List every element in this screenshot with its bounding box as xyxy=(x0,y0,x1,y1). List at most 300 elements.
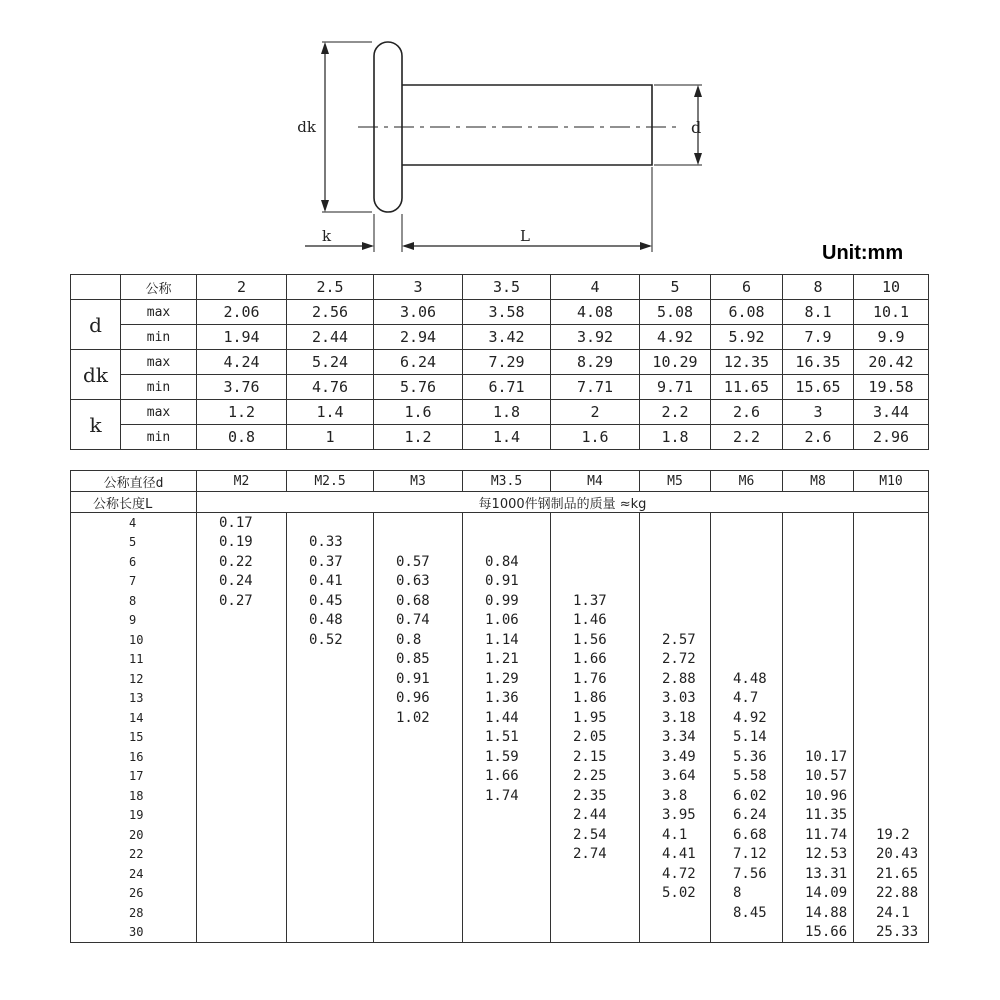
nominal-size-cell: 4 xyxy=(551,275,640,300)
mass-value-cell: 1.56 xyxy=(551,630,640,650)
dims-row-label: min xyxy=(121,325,197,350)
dims-value-cell: 8.29 xyxy=(551,350,640,375)
mass-value-cell xyxy=(197,923,287,943)
mass-value-cell xyxy=(287,806,374,826)
dims-value-cell: 11.65 xyxy=(711,375,783,400)
mass-value-cell xyxy=(551,903,640,923)
dk-label: dk xyxy=(297,118,316,136)
nominal-size-cell: 2.5 xyxy=(287,275,374,300)
mass-value-cell: 24.1 xyxy=(854,903,929,923)
mass-value-cell: 0.33 xyxy=(287,533,374,553)
dims-value-cell: 2 xyxy=(551,400,640,425)
mass-value-cell xyxy=(551,513,640,533)
mass-row xyxy=(71,747,929,767)
nominal-size-cell: 8 xyxy=(783,275,854,300)
mass-row xyxy=(71,689,929,709)
thread-size-cell: M8 xyxy=(783,471,854,492)
mass-value-cell xyxy=(854,728,929,748)
length-cell: 10 xyxy=(71,630,197,650)
length-cell: 28 xyxy=(71,903,197,923)
dims-value-cell: 2.6 xyxy=(783,425,854,450)
dims-row xyxy=(71,325,929,350)
nominal-size-cell: 2 xyxy=(197,275,287,300)
mass-value-cell xyxy=(783,689,854,709)
dims-value-cell: 5.08 xyxy=(640,300,711,325)
length-cell: 30 xyxy=(71,923,197,943)
mass-value-cell: 0.17 xyxy=(197,513,287,533)
mass-value-cell xyxy=(711,630,783,650)
mass-value-cell xyxy=(854,650,929,670)
mass-value-cell xyxy=(551,572,640,592)
mass-value-cell: 2.25 xyxy=(551,767,640,787)
unit-label: Unit:mm xyxy=(822,242,904,264)
dims-value-cell: 7.9 xyxy=(783,325,854,350)
mass-value-cell: 3.8 xyxy=(640,786,711,806)
dims-value-cell: 6.08 xyxy=(711,300,783,325)
length-cell: 16 xyxy=(71,747,197,767)
mass-value-cell xyxy=(197,611,287,631)
length-cell: 14 xyxy=(71,708,197,728)
mass-value-cell: 0.74 xyxy=(374,611,463,631)
dims-value-cell: 6.24 xyxy=(374,350,463,375)
length-cell: 20 xyxy=(71,825,197,845)
mass-value-cell: 7.12 xyxy=(711,845,783,865)
mass-value-cell: 3.03 xyxy=(640,689,711,709)
dims-row-label: max xyxy=(121,300,197,325)
mass-value-cell: 2.88 xyxy=(640,669,711,689)
dims-value-cell: 2.94 xyxy=(374,325,463,350)
mass-value-cell xyxy=(197,903,287,923)
dims-value-cell: 3 xyxy=(783,400,854,425)
mass-value-cell xyxy=(374,845,463,865)
thread-size-cell: M3 xyxy=(374,471,463,492)
dims-value-cell: 1.4 xyxy=(463,425,551,450)
mass-value-cell: 1.36 xyxy=(463,689,551,709)
dims-value-cell: 2.2 xyxy=(640,400,711,425)
thread-size-cell: M5 xyxy=(640,471,711,492)
mass-value-cell xyxy=(551,884,640,904)
mass-value-cell xyxy=(197,728,287,748)
mass-value-cell xyxy=(374,786,463,806)
mass-value-cell: 14.09 xyxy=(783,884,854,904)
mass-value-cell: 0.27 xyxy=(197,591,287,611)
mass-value-cell: 4.92 xyxy=(711,708,783,728)
nominal-size-cell: 3 xyxy=(374,275,463,300)
mass-value-cell xyxy=(711,923,783,943)
mass-value-cell xyxy=(197,825,287,845)
dims-value-cell: 19.58 xyxy=(854,375,929,400)
dims-value-cell: 4.24 xyxy=(197,350,287,375)
length-cell: 19 xyxy=(71,806,197,826)
mass-row xyxy=(71,845,929,865)
dims-value-cell: 8.1 xyxy=(783,300,854,325)
mass-value-cell xyxy=(287,767,374,787)
mass-value-cell: 3.95 xyxy=(640,806,711,826)
dims-value-cell: 1.2 xyxy=(374,425,463,450)
mass-value-cell: 21.65 xyxy=(854,864,929,884)
mass-value-cell xyxy=(854,669,929,689)
mass-value-cell xyxy=(854,552,929,572)
mass-value-cell: 1.02 xyxy=(374,708,463,728)
mass-value-cell xyxy=(463,806,551,826)
mass-value-cell xyxy=(463,903,551,923)
mass-value-cell xyxy=(197,786,287,806)
dims-header-row xyxy=(71,275,929,300)
mass-value-cell xyxy=(287,513,374,533)
mass-value-cell: 0.41 xyxy=(287,572,374,592)
mass-value-cell: 3.34 xyxy=(640,728,711,748)
mass-row xyxy=(71,923,929,943)
mass-row xyxy=(71,591,929,611)
mass-value-cell xyxy=(463,513,551,533)
mass-value-cell: 0.91 xyxy=(374,669,463,689)
mass-value-cell: 1.95 xyxy=(551,708,640,728)
mass-header-row xyxy=(71,471,929,492)
mass-value-cell xyxy=(197,864,287,884)
mass-value-cell xyxy=(197,767,287,787)
rivet-diagram xyxy=(0,0,1000,270)
mass-value-cell: 3.18 xyxy=(640,708,711,728)
mass-value-cell xyxy=(783,669,854,689)
mass-value-cell xyxy=(374,533,463,553)
length-header-row xyxy=(71,492,929,513)
dims-value-cell: 2.56 xyxy=(287,300,374,325)
mass-value-cell xyxy=(711,611,783,631)
dims-row-label: max xyxy=(121,400,197,425)
mass-row xyxy=(71,708,929,728)
mass-value-cell: 0.96 xyxy=(374,689,463,709)
dims-group-label: dk xyxy=(71,350,121,400)
mass-value-cell: 5.58 xyxy=(711,767,783,787)
dims-value-cell: 1.8 xyxy=(640,425,711,450)
mass-value-cell: 0.8 xyxy=(374,630,463,650)
mass-value-cell: 11.74 xyxy=(783,825,854,845)
mass-row xyxy=(71,533,929,553)
mass-value-cell xyxy=(197,884,287,904)
mass-value-cell: 0.91 xyxy=(463,572,551,592)
mass-value-cell: 10.96 xyxy=(783,786,854,806)
mass-value-cell: 10.17 xyxy=(783,747,854,767)
mass-value-cell xyxy=(551,923,640,943)
mass-value-cell: 6.68 xyxy=(711,825,783,845)
mass-value-cell xyxy=(854,767,929,787)
dims-value-cell: 16.35 xyxy=(783,350,854,375)
mass-value-cell: 14.88 xyxy=(783,903,854,923)
mass-value-cell xyxy=(783,650,854,670)
length-cell: 12 xyxy=(71,669,197,689)
length-cell: 9 xyxy=(71,611,197,631)
length-cell: 5 xyxy=(71,533,197,553)
mass-value-cell xyxy=(463,923,551,943)
length-cell: 4 xyxy=(71,513,197,533)
mass-value-cell: 4.7 xyxy=(711,689,783,709)
mass-value-cell xyxy=(287,903,374,923)
dims-value-cell: 20.42 xyxy=(854,350,929,375)
mass-value-cell xyxy=(551,864,640,884)
mass-value-cell: 7.56 xyxy=(711,864,783,884)
mass-value-cell: 0.37 xyxy=(287,552,374,572)
mass-value-cell xyxy=(287,786,374,806)
mass-value-cell: 0.57 xyxy=(374,552,463,572)
mass-value-cell xyxy=(854,513,929,533)
thread-size-cell: M2 xyxy=(197,471,287,492)
L-label: L xyxy=(520,227,530,245)
mass-value-cell: 6.02 xyxy=(711,786,783,806)
mass-value-cell: 3.64 xyxy=(640,767,711,787)
mass-value-cell: 8.45 xyxy=(711,903,783,923)
length-cell: 18 xyxy=(71,786,197,806)
mass-row xyxy=(71,728,929,748)
dims-value-cell: 1.2 xyxy=(197,400,287,425)
dims-value-cell: 3.92 xyxy=(551,325,640,350)
nominal-size-cell: 5 xyxy=(640,275,711,300)
mass-value-cell: 22.88 xyxy=(854,884,929,904)
mass-row xyxy=(71,767,929,787)
mass-value-cell xyxy=(711,572,783,592)
mass-value-cell: 0.99 xyxy=(463,591,551,611)
nominal-size-cell: 10 xyxy=(854,275,929,300)
mass-value-cell: 12.53 xyxy=(783,845,854,865)
dims-value-cell: 3.76 xyxy=(197,375,287,400)
dims-group-label: k xyxy=(71,400,121,450)
dims-value-cell: 1.6 xyxy=(551,425,640,450)
mass-row xyxy=(71,572,929,592)
mass-value-cell xyxy=(854,630,929,650)
thread-size-cell: M6 xyxy=(711,471,783,492)
rivet-shank xyxy=(402,85,652,165)
dims-value-cell: 1.94 xyxy=(197,325,287,350)
dims-row xyxy=(71,400,929,425)
mass-value-cell: 6.24 xyxy=(711,806,783,826)
dims-value-cell: 2.96 xyxy=(854,425,929,450)
mass-value-cell xyxy=(783,630,854,650)
mass-value-cell xyxy=(197,708,287,728)
mass-value-cell: 15.66 xyxy=(783,923,854,943)
mass-value-cell xyxy=(197,845,287,865)
mass-value-cell xyxy=(374,728,463,748)
mass-value-cell xyxy=(854,533,929,553)
mass-value-cell xyxy=(783,552,854,572)
mass-value-cell: 1.46 xyxy=(551,611,640,631)
mass-value-cell: 2.72 xyxy=(640,650,711,670)
mass-value-cell xyxy=(551,533,640,553)
mass-value-cell xyxy=(640,923,711,943)
mass-value-cell: 3.49 xyxy=(640,747,711,767)
length-cell: 11 xyxy=(71,650,197,670)
mass-row xyxy=(71,884,929,904)
mass-row xyxy=(71,786,929,806)
thread-size-cell: M3.5 xyxy=(463,471,551,492)
dimensions-table xyxy=(70,274,929,450)
mass-value-cell xyxy=(783,533,854,553)
mass-value-cell: 2.05 xyxy=(551,728,640,748)
mass-value-cell: 0.63 xyxy=(374,572,463,592)
dims-corner-cell xyxy=(71,275,121,300)
mass-row xyxy=(71,903,929,923)
mass-value-cell xyxy=(640,611,711,631)
dims-value-cell: 9.71 xyxy=(640,375,711,400)
length-cell: 15 xyxy=(71,728,197,748)
dims-row-label: min xyxy=(121,375,197,400)
mass-value-cell: 20.43 xyxy=(854,845,929,865)
length-cell: 17 xyxy=(71,767,197,787)
mass-value-cell: 10.57 xyxy=(783,767,854,787)
mass-value-cell: 1.76 xyxy=(551,669,640,689)
mass-value-cell xyxy=(197,689,287,709)
mass-value-cell: 0.52 xyxy=(287,630,374,650)
mass-value-cell: 8 xyxy=(711,884,783,904)
mass-value-cell xyxy=(783,708,854,728)
mass-value-cell xyxy=(287,884,374,904)
dims-value-cell: 5.76 xyxy=(374,375,463,400)
mass-value-cell xyxy=(854,572,929,592)
mass-row xyxy=(71,864,929,884)
dims-value-cell: 7.71 xyxy=(551,375,640,400)
mass-value-cell: 1.29 xyxy=(463,669,551,689)
mass-value-cell xyxy=(463,864,551,884)
length-cell: 26 xyxy=(71,884,197,904)
mass-value-cell xyxy=(640,591,711,611)
mass-value-cell xyxy=(551,552,640,572)
length-cell: 13 xyxy=(71,689,197,709)
mass-value-cell xyxy=(711,513,783,533)
dims-value-cell: 1.4 xyxy=(287,400,374,425)
mass-value-cell: 2.15 xyxy=(551,747,640,767)
mass-value-cell: 0.24 xyxy=(197,572,287,592)
mass-value-cell xyxy=(711,552,783,572)
mass-value-cell: 1.59 xyxy=(463,747,551,767)
dims-value-cell: 7.29 xyxy=(463,350,551,375)
dims-row-label: min xyxy=(121,425,197,450)
mass-value-cell xyxy=(854,747,929,767)
mass-value-cell: 0.22 xyxy=(197,552,287,572)
dims-value-cell: 4.08 xyxy=(551,300,640,325)
dims-value-cell: 6.71 xyxy=(463,375,551,400)
mass-value-cell: 0.68 xyxy=(374,591,463,611)
mass-value-cell xyxy=(854,689,929,709)
dims-row xyxy=(71,375,929,400)
mass-value-cell: 25.33 xyxy=(854,923,929,943)
dims-value-cell: 10.29 xyxy=(640,350,711,375)
mass-value-cell xyxy=(197,806,287,826)
mass-value-cell xyxy=(711,591,783,611)
mass-table xyxy=(70,470,929,943)
mass-value-cell xyxy=(854,708,929,728)
dims-value-cell: 3.44 xyxy=(854,400,929,425)
mass-value-cell xyxy=(374,806,463,826)
length-cell: 6 xyxy=(71,552,197,572)
nominal-diameter-label: 公称直径d xyxy=(71,471,197,492)
dims-value-cell: 2.44 xyxy=(287,325,374,350)
mass-value-cell: 1.14 xyxy=(463,630,551,650)
nominal-size-label: 公称 xyxy=(121,275,197,300)
mass-value-cell xyxy=(640,572,711,592)
mass-value-cell xyxy=(374,864,463,884)
mass-value-cell: 0.84 xyxy=(463,552,551,572)
mass-value-cell: 13.31 xyxy=(783,864,854,884)
length-cell: 22 xyxy=(71,845,197,865)
mass-value-cell xyxy=(197,747,287,767)
mass-value-cell xyxy=(783,611,854,631)
mass-value-cell xyxy=(374,767,463,787)
mass-value-cell xyxy=(463,825,551,845)
mass-value-cell xyxy=(374,923,463,943)
dims-value-cell: 1.8 xyxy=(463,400,551,425)
mass-value-cell: 5.02 xyxy=(640,884,711,904)
thread-size-cell: M2.5 xyxy=(287,471,374,492)
mass-value-cell xyxy=(287,669,374,689)
dims-value-cell: 3.58 xyxy=(463,300,551,325)
mass-row xyxy=(71,825,929,845)
mass-row xyxy=(71,669,929,689)
mass-value-cell xyxy=(640,513,711,533)
dims-value-cell: 3.06 xyxy=(374,300,463,325)
mass-value-cell xyxy=(374,747,463,767)
mass-value-cell xyxy=(783,513,854,533)
dims-value-cell: 4.92 xyxy=(640,325,711,350)
mass-row xyxy=(71,552,929,572)
mass-value-cell: 0.45 xyxy=(287,591,374,611)
nominal-size-cell: 3.5 xyxy=(463,275,551,300)
mass-value-cell: 2.44 xyxy=(551,806,640,826)
nominal-size-cell: 6 xyxy=(711,275,783,300)
dims-value-cell: 1.6 xyxy=(374,400,463,425)
mass-value-cell xyxy=(783,572,854,592)
dims-value-cell: 0.8 xyxy=(197,425,287,450)
mass-value-cell: 4.72 xyxy=(640,864,711,884)
mass-value-cell xyxy=(374,825,463,845)
dims-value-cell: 10.1 xyxy=(854,300,929,325)
mass-value-cell: 4.41 xyxy=(640,845,711,865)
mass-value-cell: 5.36 xyxy=(711,747,783,767)
k-label: k xyxy=(322,227,332,245)
dims-value-cell: 2.6 xyxy=(711,400,783,425)
mass-row xyxy=(71,611,929,631)
nominal-length-label: 公称长度L xyxy=(71,492,197,513)
mass-value-cell: 1.66 xyxy=(463,767,551,787)
mass-value-cell: 1.37 xyxy=(551,591,640,611)
dims-value-cell: 5.92 xyxy=(711,325,783,350)
mass-value-cell xyxy=(640,552,711,572)
mass-value-cell xyxy=(287,845,374,865)
mass-value-cell: 0.48 xyxy=(287,611,374,631)
mass-row xyxy=(71,806,929,826)
mass-row xyxy=(71,650,929,670)
mass-value-cell xyxy=(374,903,463,923)
mass-value-cell xyxy=(287,747,374,767)
mass-value-cell: 1.86 xyxy=(551,689,640,709)
dims-value-cell: 1 xyxy=(287,425,374,450)
mass-value-cell: 2.54 xyxy=(551,825,640,845)
mass-value-cell: 4.48 xyxy=(711,669,783,689)
dims-value-cell: 12.35 xyxy=(711,350,783,375)
mass-value-cell xyxy=(197,630,287,650)
dims-value-cell: 15.65 xyxy=(783,375,854,400)
mass-value-cell xyxy=(783,728,854,748)
d-label: d xyxy=(691,118,702,137)
mass-value-cell xyxy=(463,533,551,553)
thread-size-cell: M4 xyxy=(551,471,640,492)
dims-row xyxy=(71,425,929,450)
dims-value-cell: 2.2 xyxy=(711,425,783,450)
mass-value-cell: 1.44 xyxy=(463,708,551,728)
mass-value-cell xyxy=(463,845,551,865)
dims-row xyxy=(71,300,929,325)
mass-value-cell: 4.1 xyxy=(640,825,711,845)
mass-value-cell xyxy=(640,903,711,923)
mass-value-cell: 1.66 xyxy=(551,650,640,670)
mass-value-cell xyxy=(640,533,711,553)
